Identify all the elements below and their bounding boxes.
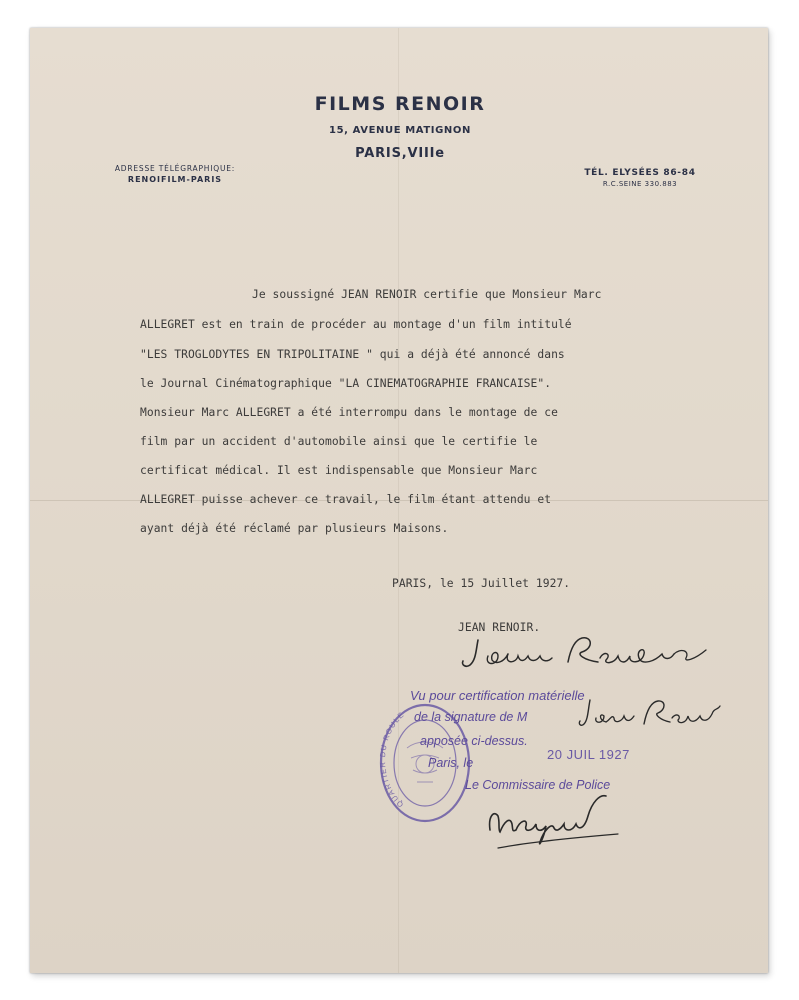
body-line: film par un accident d'automobile ainsi que le certifie le	[140, 435, 538, 448]
company-name: FILMS RENOIR	[314, 93, 486, 115]
telegraph-label: ADRESSE TÉLÉGRAPHIQUE:	[114, 164, 236, 173]
stamp-line-2: de la signature de M	[414, 710, 528, 724]
body-line: Monsieur Marc ALLEGRET a été interrompu dans le montage de ce	[140, 406, 558, 419]
body-line: certificat médical. Il est indispensable que Monsieur Marc	[140, 464, 538, 477]
body-line: "LES TROGLODYTES EN TRIPOLITAINE " qui a déjà été annoncé dans	[140, 348, 565, 361]
stamp-line-5: Le Commissaire de Police	[465, 778, 611, 792]
telephone-block	[560, 168, 720, 188]
stamp-line-1: Vu pour certification matérielle	[410, 688, 585, 703]
stamp-line-3: apposée ci-dessus.	[420, 734, 528, 748]
city-arrondissement: VIIIe	[407, 146, 445, 161]
seal-text: QUARTIER DU ROULE	[377, 709, 407, 810]
body-line: ayant déjà été réclamé par plusieurs Maisons.	[140, 522, 449, 535]
registry-number: R.C.SEINE 330.883	[602, 180, 678, 188]
typed-signatory-name: JEAN RENOIR.	[458, 621, 541, 634]
body-line: ALLEGRET est en train de procéder au montage d'un film intitulé	[140, 318, 572, 331]
date-stamp: 20 JUIL 1927	[547, 747, 630, 762]
telegraph-address-block	[95, 164, 255, 184]
place-date: PARIS, le 15 Juillet 1927.	[392, 577, 571, 590]
stamp-line-4: Paris, le	[428, 756, 474, 770]
jean-renoir-signature	[458, 632, 720, 672]
city-name: PARIS,	[355, 146, 408, 161]
company-city	[300, 146, 500, 161]
svg-text:QUARTIER DU ROULE	[378, 710, 406, 810]
body-line: le Journal Cinématographique "LA CINEMATOGRAPHIE FRANCAISE".	[140, 377, 552, 390]
company-address: 15, AVENUE MATIGNON	[329, 125, 471, 136]
body-line: Je soussigné JEAN RENOIR certifie que Monsieur Marc	[252, 288, 602, 301]
telephone-number: TÉL. ELYSÉES 86-84	[584, 168, 696, 178]
body-line: ALLEGRET puisse achever ce travail, le film étant attendu et	[140, 493, 552, 506]
telegraph-value: RENOIFILM-PARIS	[127, 175, 223, 184]
stamp-signatory-signature	[578, 696, 728, 732]
commissaire-signature	[480, 786, 630, 856]
